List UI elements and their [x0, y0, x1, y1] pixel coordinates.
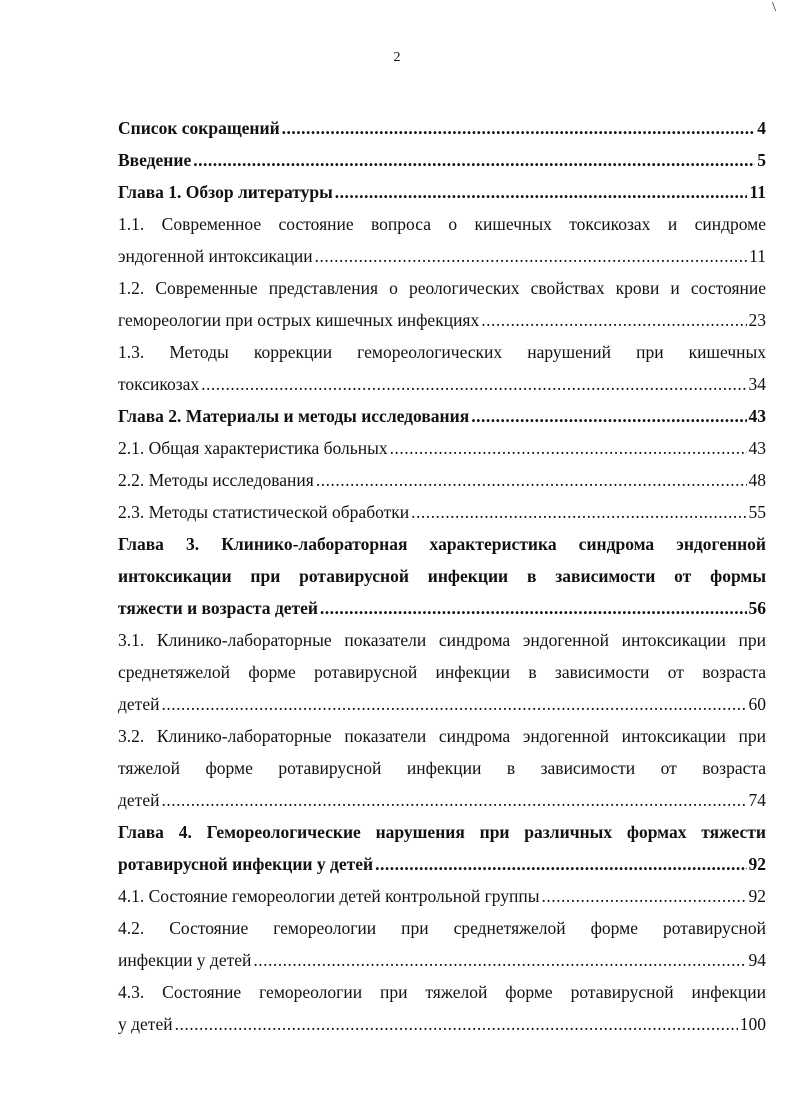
toc-page-number: 56 [748, 598, 766, 618]
toc-entry-line: интоксикации при ротавирусной инфекции в зависимости от формы [118, 566, 766, 586]
toc-entry-line: тяжелой форме ротавирусной инфекции в зависимости от возраста [118, 758, 766, 778]
toc-entry-title: детей [118, 694, 160, 714]
toc-entry-line: 4.2. Состояние гемореологии при среднетяжелой форме ротавирусной [118, 918, 766, 938]
toc-page-number: 34 [748, 374, 766, 394]
toc-page-number: 23 [748, 310, 766, 330]
dot-leader [201, 368, 746, 400]
toc-page-number: 11 [749, 246, 766, 266]
toc-entry[interactable] [118, 720, 766, 816]
toc-entry-line [118, 784, 766, 816]
toc-entry[interactable] [118, 624, 766, 720]
toc-entry[interactable] [118, 176, 766, 208]
toc-entry-line [118, 688, 766, 720]
toc-entry-line: 1.3. Методы коррекции гемореологических нарушений при кишечных [118, 342, 766, 362]
toc-page-number: 100 [739, 1014, 766, 1034]
toc-entry-title: ротавирусной инфекции у детей [118, 854, 374, 874]
dot-leader [282, 112, 756, 144]
dot-leader [471, 400, 746, 432]
dot-leader [411, 496, 746, 528]
toc-entry[interactable] [118, 400, 766, 432]
dot-leader [193, 144, 755, 176]
toc-entry-line [118, 1008, 766, 1040]
dot-leader [375, 848, 746, 880]
toc-entry-line [118, 880, 766, 912]
toc-entry[interactable] [118, 208, 766, 272]
toc-entry-line [118, 432, 766, 464]
toc-page-number: 43 [748, 406, 766, 426]
toc-entry[interactable] [118, 272, 766, 336]
toc-entry-line: 1.2. Современные представления о реологических свойствах крови и состояние [118, 278, 766, 298]
toc-page-number: 92 [748, 854, 766, 874]
toc-entry-title: инфекции у детей [118, 950, 252, 970]
dot-leader [320, 592, 747, 624]
dot-leader [335, 176, 748, 208]
dot-leader [390, 432, 747, 464]
toc-entry[interactable] [118, 816, 766, 880]
toc-entry-title: эндогенной интоксикации [118, 246, 313, 266]
toc-entry-title: гемореологии при острых кишечных инфекциях [118, 310, 480, 330]
toc-entry-line [118, 240, 766, 272]
table-of-contents [118, 112, 766, 1040]
dot-leader [161, 688, 746, 720]
toc-entry[interactable] [118, 496, 766, 528]
toc-entry-title: Глава 1. Обзор литературы [118, 182, 333, 202]
toc-entry-title: у детей [118, 1014, 173, 1034]
dot-leader [161, 784, 746, 816]
toc-entry-title: детей [118, 790, 160, 810]
toc-entry-line [118, 496, 766, 528]
toc-entry[interactable] [118, 336, 766, 400]
toc-entry-title: Список сокращений [118, 118, 280, 138]
toc-entry-title: Глава 2. Материалы и методы исследования [118, 406, 470, 426]
toc-page-number: 74 [748, 790, 766, 810]
toc-entry-title: 2.2. Методы исследования [118, 470, 314, 490]
toc-entry-title: тяжести и возраста детей [118, 598, 318, 618]
toc-page-number: 4 [757, 118, 766, 138]
toc-page-number: 43 [748, 438, 766, 458]
dot-leader [175, 1008, 738, 1040]
toc-entry-line [118, 368, 766, 400]
toc-entry[interactable] [118, 880, 766, 912]
dot-leader [481, 304, 746, 336]
toc-entry-line [118, 176, 766, 208]
toc-entry-line: 4.3. Состояние гемореологии при тяжелой форме ротавирусной инфекции [118, 982, 766, 1002]
dot-leader [542, 880, 747, 912]
toc-entry-title: 2.3. Методы статистической обработки [118, 502, 410, 522]
dot-leader [315, 240, 747, 272]
toc-page-number: 92 [748, 886, 766, 906]
toc-entry-line [118, 304, 766, 336]
toc-entry[interactable] [118, 432, 766, 464]
toc-entry-title: токсикозах [118, 374, 200, 394]
toc-entry-line [118, 464, 766, 496]
toc-page-number: 55 [748, 502, 766, 522]
toc-entry-title: 4.1. Состояние гемореологии детей контрольной группы [118, 886, 540, 906]
toc-entry-line: 1.1. Современное состояние вопроса о кишечных токсикозах и синдроме [118, 214, 766, 234]
toc-entry-line: Глава 3. Клинико-лабораторная характеристика синдрома эндогенной [118, 534, 766, 554]
toc-entry-line: 3.1. Клинико-лабораторные показатели синдрома эндогенной интоксикации при [118, 630, 766, 650]
toc-entry[interactable] [118, 144, 766, 176]
toc-page-number: 11 [749, 182, 766, 202]
toc-page-number: 60 [748, 694, 766, 714]
dot-leader [316, 464, 747, 496]
toc-entry[interactable] [118, 464, 766, 496]
toc-entry[interactable] [118, 528, 766, 624]
toc-entry-line [118, 144, 766, 176]
toc-entry[interactable] [118, 976, 766, 1040]
toc-entry-line [118, 400, 766, 432]
toc-entry[interactable] [118, 112, 766, 144]
toc-entry-line [118, 112, 766, 144]
dot-leader [253, 944, 746, 976]
toc-entry[interactable] [118, 912, 766, 976]
toc-entry-line [118, 848, 766, 880]
toc-page-number: 94 [748, 950, 766, 970]
toc-entry-line [118, 592, 766, 624]
toc-page-number: 48 [748, 470, 766, 490]
scan-mark: \ [772, 0, 776, 15]
toc-entry-line [118, 944, 766, 976]
toc-entry-line: 3.2. Клинико-лабораторные показатели синдрома эндогенной интоксикации при [118, 726, 766, 746]
toc-entry-line: Глава 4. Гемореологические нарушения при различных формах тяжести [118, 822, 766, 842]
toc-entry-title: 2.1. Общая характеристика больных [118, 438, 388, 458]
toc-entry-title: Введение [118, 150, 192, 170]
toc-entry-line: среднетяжелой форме ротавирусной инфекции в зависимости от возраста [118, 662, 766, 682]
page-number: 2 [393, 50, 401, 65]
toc-page-number: 5 [757, 150, 766, 170]
